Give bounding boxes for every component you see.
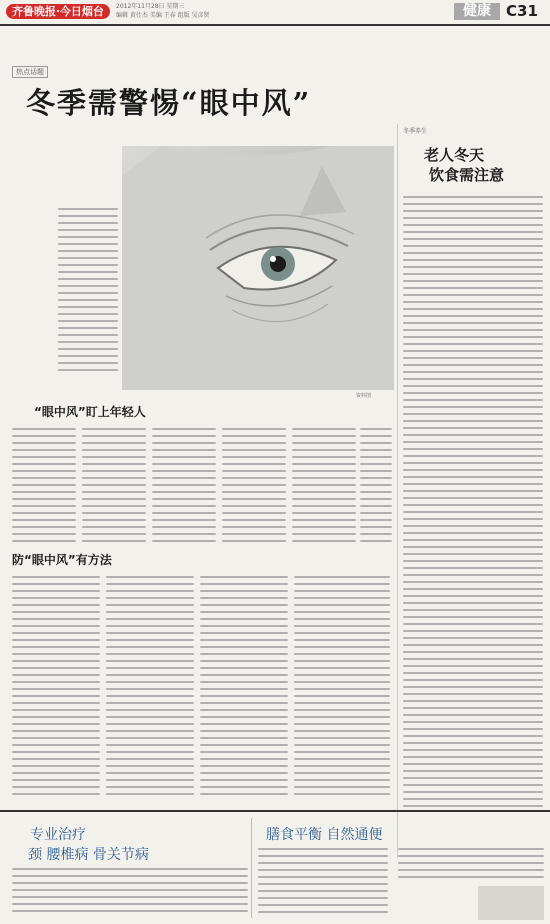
eye-photo xyxy=(122,146,394,390)
prevention-col-4 xyxy=(294,576,390,800)
sidebar-title-line-1: 老人冬天 xyxy=(424,146,485,164)
subhead-prevention: 防“眼中风”有方法 xyxy=(12,553,112,567)
ad-digestion-title: 膳食平衡 自然通便 xyxy=(266,827,383,843)
article-body-col-3 xyxy=(152,428,216,547)
ad-orthopedic-title: 专业治疗 xyxy=(30,827,86,843)
prevention-col-2 xyxy=(106,576,194,800)
prevention-col-3 xyxy=(200,576,288,800)
column-divider xyxy=(397,124,398,858)
ad-right-body xyxy=(398,848,544,883)
sidebar-section-label: 冬季养生 xyxy=(403,128,428,135)
prevention-col-1 xyxy=(12,576,100,800)
editor-credits: 编辑 黄仕杰 美编 王春 组版 吴彦贤 xyxy=(116,12,210,19)
article-body-col-6 xyxy=(360,428,392,547)
article-body-col-2 xyxy=(82,428,146,547)
issue-date: 2012年11月28日 星期三 xyxy=(116,3,185,10)
sidebar-body xyxy=(403,196,543,812)
subhead-young-people: “眼中风”盯上年轻人 xyxy=(34,405,146,419)
ad-section-rule xyxy=(0,810,550,812)
ad-digestion-body xyxy=(258,848,388,918)
masthead xyxy=(0,0,550,24)
eye-photo-illustration xyxy=(122,146,394,390)
article-intro xyxy=(58,208,118,376)
article-section-label: 热点话题 xyxy=(12,66,48,78)
article-body-col-5 xyxy=(292,428,356,547)
newspaper-logo: 齐鲁晚报·今日烟台 xyxy=(6,4,110,19)
sidebar-title-line-2: 饮食需注意 xyxy=(429,166,505,184)
ad-orthopedic-body xyxy=(12,868,248,917)
photo-credit: 资料图 xyxy=(356,393,372,399)
ad-product-image xyxy=(478,886,544,920)
article-body-col-4 xyxy=(222,428,286,547)
masthead-rule xyxy=(0,24,550,26)
article-headline: 冬季需警惕“眼中风” xyxy=(26,86,312,120)
section-tab: 健康 xyxy=(454,3,500,20)
ad-orthopedic-subtitle: 颈 腰椎病 骨关节病 xyxy=(28,847,149,863)
page-number: C31 xyxy=(506,2,538,20)
article-body-col-1 xyxy=(12,428,76,547)
